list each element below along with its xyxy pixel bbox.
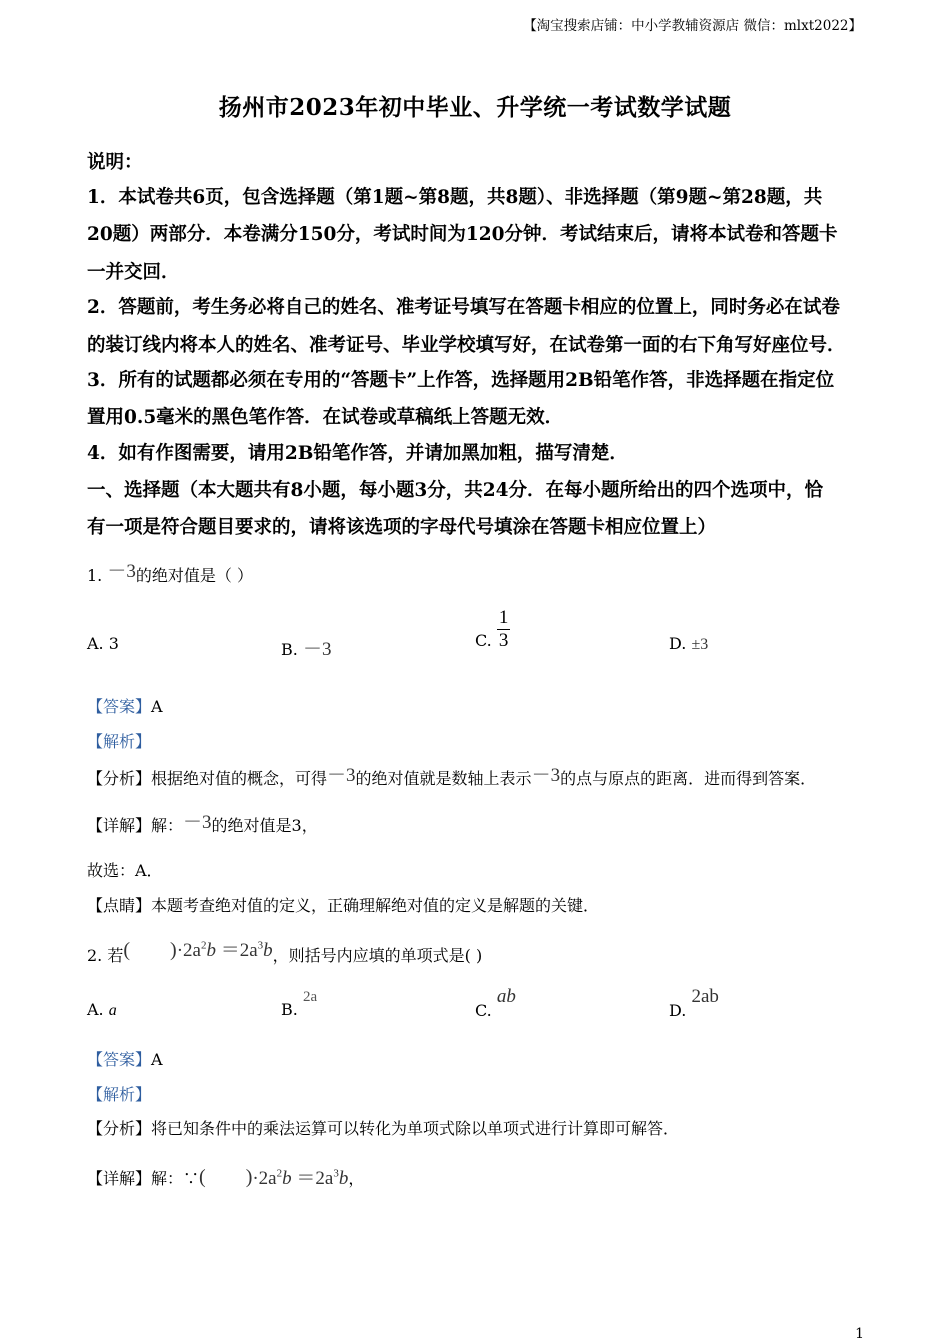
- dianjing-row: [87, 893, 599, 916]
- option-value: a: [108, 1002, 117, 1019]
- section-heading-cont: 有一项是符合题目要求的，请将该选项的字母代号填涂在答题卡相应位置上）: [87, 517, 717, 538]
- instruction-line: 4．如有作图需要，请用2B铅笔作答，并请加黑加粗，描写清楚．: [87, 443, 628, 464]
- question-2-stem: [87, 940, 482, 967]
- fenxi-text: 将已知条件中的乘法运算可以转化为单项式除以单项式进行计算即可解答．: [151, 1119, 680, 1138]
- question-number: 2. 若: [87, 946, 124, 965]
- option-value: 2a: [302, 989, 318, 1005]
- exam-title: 扬州市2023年初中毕业、升学统一考试数学试题: [218, 94, 732, 121]
- instruction-line: 20题）两部分．本卷满分150分，考试时间为120分钟．考试结束后，请将本试卷和答题卡: [87, 224, 838, 245]
- detail-row: [87, 1163, 364, 1190]
- option-a: [87, 1000, 117, 1020]
- option-d: [669, 634, 708, 654]
- option-label: D.: [669, 634, 687, 653]
- math-paren: ( ): [123, 939, 177, 961]
- answer-row: [87, 694, 163, 717]
- detail-tag: 【详解】: [87, 816, 152, 835]
- shop-note-header: 【淘宝搜索店铺：中小学教辅资源店 微信：mlxt2022】: [523, 18, 862, 34]
- instruction-line: 一并交回．: [87, 262, 180, 283]
- math-neg-three: －3: [107, 561, 136, 582]
- analysis-row: [87, 1116, 679, 1139]
- math-exponent: 2: [200, 939, 207, 952]
- option-value: －3: [302, 639, 332, 660]
- fenxi-tag: 【分析】: [87, 1119, 152, 1138]
- answer-value: A: [151, 697, 163, 716]
- option-label: D.: [669, 1001, 687, 1020]
- option-b: [281, 989, 318, 1020]
- option-a: A. 3: [87, 634, 119, 653]
- answer-value: A: [151, 1050, 163, 1069]
- fraction-numerator: 1: [498, 607, 509, 628]
- detail-row: [87, 810, 318, 837]
- math-paren: ( ): [199, 1166, 253, 1188]
- math-rhs: ＝2a: [220, 940, 258, 961]
- detail-text: 解：: [151, 816, 184, 835]
- option-value: ab: [496, 986, 516, 1007]
- instruction-line: 的装订线内将本人的姓名、准考证号、毕业学校填写好，在试卷第一面的右下角写好座位号．: [87, 335, 846, 356]
- math-exponent: 3: [257, 939, 264, 952]
- math-coefficient: ·2a: [252, 1168, 277, 1189]
- math-neg-three: －3: [531, 765, 561, 786]
- page-number: 1: [855, 1326, 864, 1342]
- math-neg-three: －3: [327, 765, 356, 786]
- dianjing-tag: 【点睛】: [87, 896, 152, 915]
- instruction-line: 1．本试卷共6页，包含选择题（第1题~第8题，共8题）、非选择题（第9题~第28题，共: [87, 187, 823, 208]
- answer-row: [87, 1047, 163, 1070]
- answer-tag: 【答案】: [87, 1050, 152, 1069]
- instruction-line: 置用0.5毫米的黑色笔作答．在试卷或草稿纸上答题无效．: [87, 407, 564, 428]
- option-label: C.: [475, 1001, 492, 1020]
- analysis-row: [87, 763, 816, 790]
- option-label: C.: [475, 631, 492, 650]
- question-text: 的绝对值是（ ）: [135, 566, 253, 585]
- option-b: [281, 634, 331, 661]
- fenxi-text: 根据绝对值的概念，可得: [151, 769, 328, 788]
- detail-text: 的绝对值是3，: [211, 816, 318, 835]
- math-term: [252, 1168, 348, 1189]
- dianjing-text: 本题考查绝对值的定义，正确理解绝对值的定义是解题的关键．: [151, 896, 600, 915]
- instructions-heading: 说明：: [87, 152, 143, 173]
- analysis-tag: 【解析】: [87, 732, 152, 751]
- option-value: ±3: [691, 636, 709, 653]
- math-variable: b: [206, 940, 216, 961]
- option-label: A.: [87, 1000, 104, 1019]
- instruction-line: 2．答题前，考生务必将自己的姓名、准考证号填写在答题卡相应的位置上，同时务必在试卷: [87, 297, 840, 318]
- analysis-tag: 【解析】: [87, 1085, 152, 1104]
- instruction-line: 3．所有的试题都必须在专用的“答题卡”上作答，选择题用2B铅笔作答，非选择题在指定位: [87, 370, 835, 391]
- fraction-denominator: 3: [498, 630, 509, 651]
- math-term: [177, 940, 273, 961]
- option-c: [475, 607, 510, 652]
- math-rhs: ＝2a: [296, 1168, 334, 1189]
- fenxi-tag: 【分析】: [87, 769, 152, 788]
- choice-line: 故选：A．: [87, 861, 163, 880]
- math-coefficient: ·2a: [176, 940, 201, 961]
- math-variable: b: [338, 1168, 349, 1189]
- question-number: 1.: [87, 566, 103, 585]
- fenxi-text: 的点与原点的距离．进而得到答案．: [560, 769, 817, 788]
- option-label: B.: [281, 640, 298, 659]
- option-label: B.: [281, 1000, 298, 1019]
- question-1-stem: [87, 560, 253, 587]
- math-neg-three: －3: [183, 812, 212, 833]
- detail-text: ，: [348, 1169, 365, 1188]
- section-heading: 一、选择题（本大题共有8小题，每小题3分，共24分．在每小题所给出的四个选项中，恰: [87, 480, 823, 501]
- option-c: [475, 986, 516, 1022]
- math-exponent: 2: [276, 1167, 283, 1180]
- math-variable: b: [282, 1168, 292, 1189]
- fraction-one-third: [497, 607, 511, 652]
- math-exponent: 3: [333, 1167, 339, 1180]
- question-text: ，则括号内应填的单项式是( ): [272, 946, 483, 965]
- fenxi-text: 的绝对值就是数轴上表示: [355, 769, 532, 788]
- math-variable: b: [263, 940, 273, 961]
- detail-text: 解：∵: [151, 1169, 200, 1188]
- answer-tag: 【答案】: [87, 697, 152, 716]
- detail-tag: 【详解】: [87, 1169, 152, 1188]
- option-d: [669, 986, 719, 1022]
- option-value: 2ab: [691, 986, 719, 1007]
